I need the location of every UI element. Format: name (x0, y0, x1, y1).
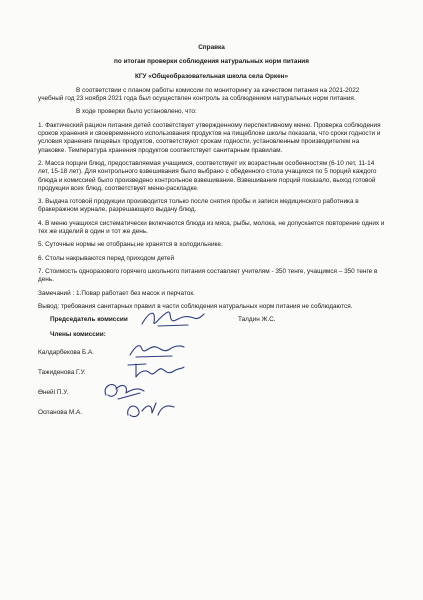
finding-item: 5. Суточные нормы не отобраны,не хранятся в холодильнике. (38, 241, 223, 249)
chair-label: Председатель комиссии (50, 316, 128, 324)
member-signature-row (38, 345, 385, 365)
member-name: Калдарбекова Б.А. (38, 349, 95, 357)
chair-name: Талдин Ж.С. (238, 316, 276, 324)
findings-lead: В ходе проверки было установлено, что: (76, 108, 197, 116)
finding-item: 2. Масса порции блюд, предоставляемая учащимся, соответствует их возрастным особенностям (6-10 лет, 11-14 лет, 15-18 лет). Для контрольного взвешивания было выбрано с обеденного стола учащихся по 5 порций каждого блюда и комиссией было произведено контрольное взвешивание. Взвешивание порций показало, выход готовой продукции всех блюд, соответствует меню-раскладке. (38, 159, 377, 192)
chair-signature-row (38, 316, 385, 331)
finding-item: 6. Столы накрываются перед приходом детей (38, 254, 175, 262)
member-name: Оспанова М.А. (38, 409, 83, 417)
organization-name: КГУ «Общеобразовательная школа села Оркен» (134, 72, 289, 80)
finding-item: 1. Фактический рацион питания детей соответствует утвержденному перспективному меню. Проверка соблюдения сроков хранения и своевременного использования продуктов на пищеблоке школы показала, что сроки годности и условия хранения пищевых продуктов, соответствуют срокам годности, установленным производителем на упаковке. Температура хранения продуктов соответствует санитарным правилам. (38, 121, 381, 154)
member-signature-row (38, 405, 385, 425)
member-signature (122, 397, 178, 423)
member-name: Өнейі П.У. (38, 389, 69, 397)
chair-signature (138, 306, 208, 332)
member-name: Тажиденова Г.У. (38, 369, 86, 377)
members-label-row (38, 331, 385, 345)
member-signature (126, 339, 186, 361)
finding-item: 7. Стоимость одноразового горячего школьного питания составляет учителям - 350 тенге, учащимся – 350 тенге в день. (38, 267, 378, 284)
intro-paragraph: В соответствии с планом работы комиссии по мониторингу за качеством питания на 2021-2022 учебный год 23 ноября 2021 года был осуществлен контроль за соблюдением натуральных норм питания. (38, 86, 360, 103)
finding-item: 3. Выдача готовой продукции производится только после снятия пробы и записи медицинского работника в бракеражном журнале, разрешающего выдачу блюд. (38, 198, 359, 214)
conclusion-paragraph: Вывод: требования санитарных правил в части соблюдения натуральных норм питания не соблюдаются. (38, 302, 353, 310)
member-signature-row (38, 365, 385, 385)
finding-item: 4. В меню учащихся систематически включаются блюда из мяса, рыбы, молока, не допускается повторение одних и тех же изделий в один и тот же день. (38, 219, 385, 236)
document-title: Справка (198, 44, 225, 51)
members-label: Члены комиссии: (50, 331, 106, 339)
document-subtitle: по итогам проверки соблюдения натуральных норм питания (114, 58, 309, 66)
member-signature (124, 359, 186, 381)
remarks-paragraph: Замечаний : 1.Повар работает без масок и перчаток. (38, 289, 195, 297)
member-signature-row (38, 385, 385, 405)
